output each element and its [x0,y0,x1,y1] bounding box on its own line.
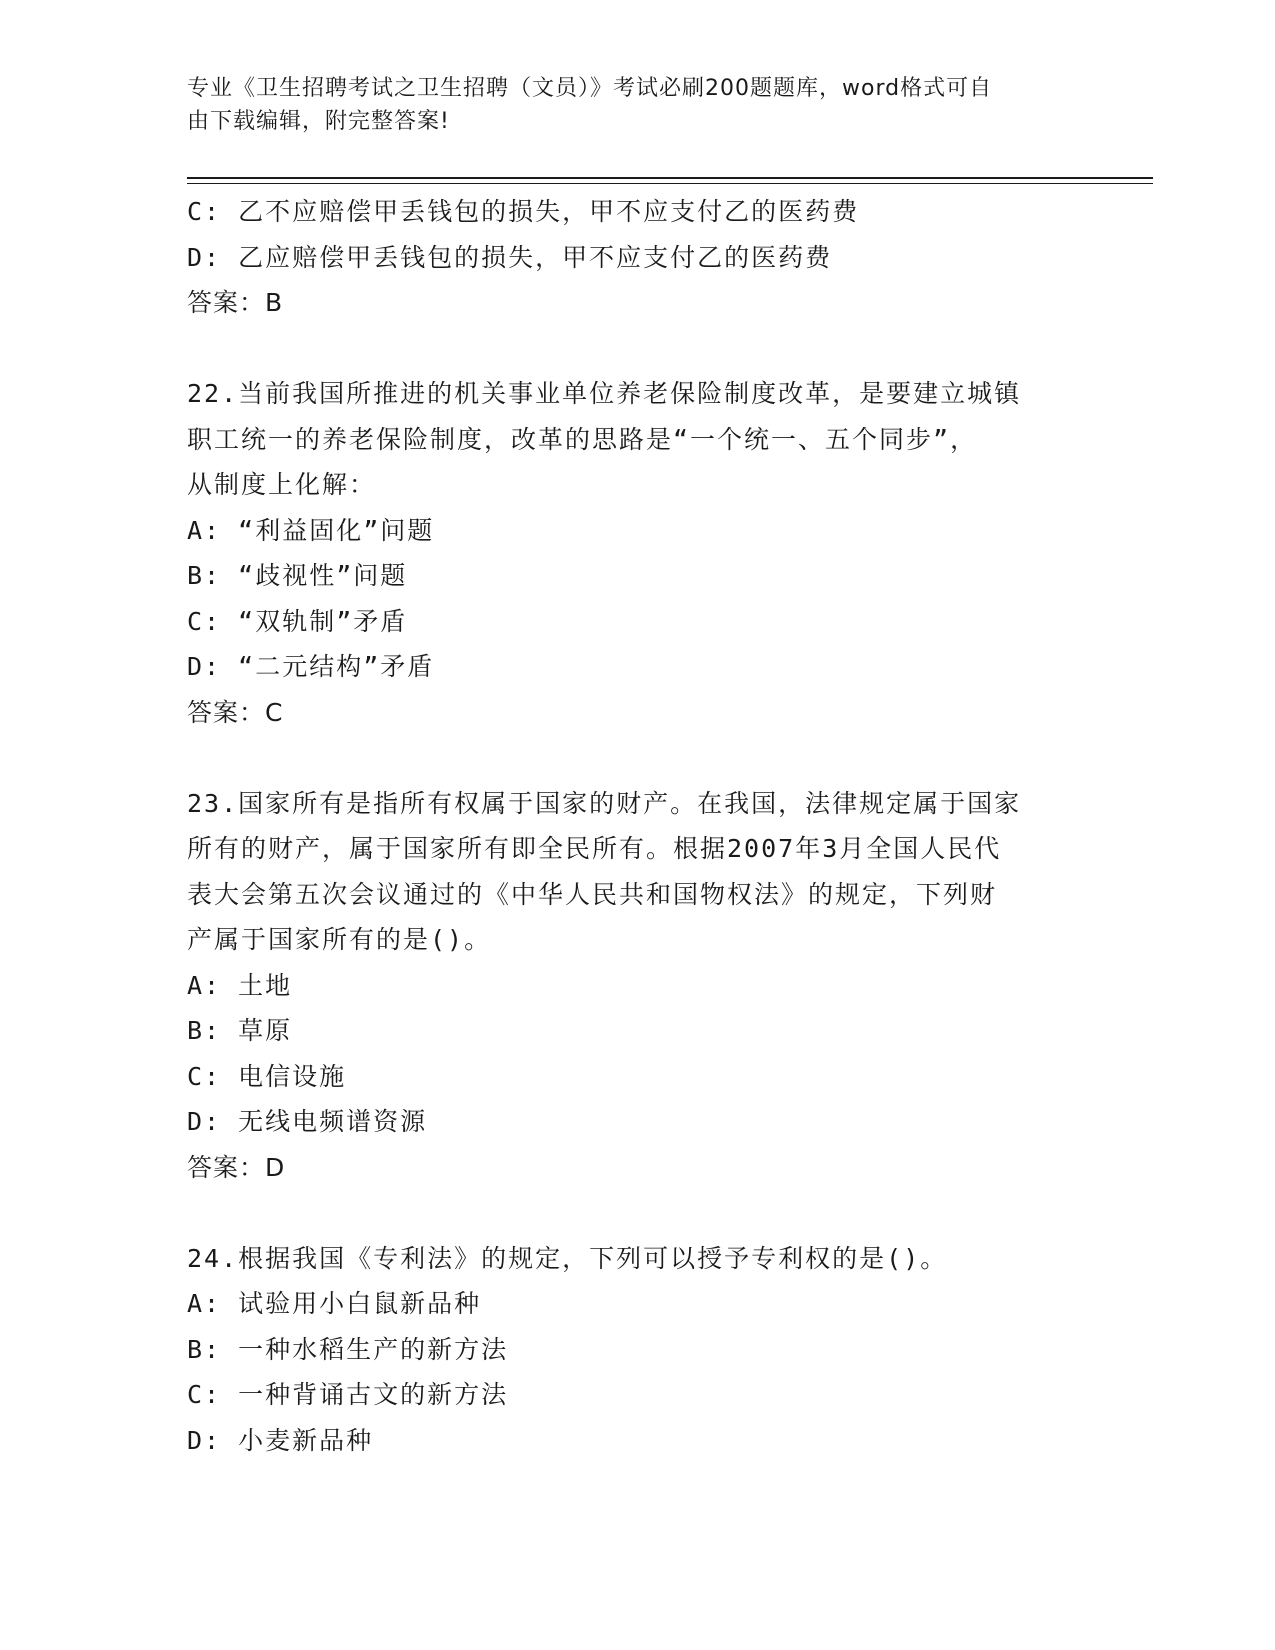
question-content [187,189,1087,1463]
question-text-line: 从制度上化解： [187,470,377,499]
prev-question-block [187,189,1087,326]
question-text-line: 产属于国家所有的是()。 [187,925,492,954]
question-text-line: 所有的财产，属于国家所有即全民所有。根据2007年3月全国人民代 [187,834,1002,863]
option-b: B: 一种水稻生产的新方法 [187,1334,509,1364]
header-line-2: 由下载编辑，附完整答案! [187,109,450,134]
question-23 [187,781,1087,1191]
option-letter: C: [187,197,222,226]
option-d [187,235,1087,281]
spacer [187,735,1087,781]
question-text-line: 22.当前我国所推进的机关事业单位养老保险制度改革，是要建立城镇 [187,379,1022,408]
option-letter: D: [187,242,222,272]
answer-line: 答案：C [187,697,284,727]
answer-line: 答案：B [187,288,284,317]
question-text-line: 职工统一的养老保险制度，改革的思路是“一个统一、五个同步”， [187,424,978,454]
question-text-line: 表大会第五次会议通过的《中华人民共和国物权法》的规定，下列财 [187,879,998,909]
option-c: C: 一种背诵古文的新方法 [187,1380,509,1409]
option-d: D: 无线电频谱资源 [187,1107,428,1136]
option-a: A: “利益固化”问题 [187,515,435,545]
question-24 [187,1236,1087,1464]
option-c [187,189,1087,235]
option-d: D: “二元结构”矛盾 [187,652,435,681]
option-b: B: 草原 [187,1016,293,1045]
option-d: D: 小麦新品种 [187,1425,374,1455]
question-text-line: 23.国家所有是指所有权属于国家的财产。在我国，法律规定属于国家 [187,788,1022,818]
option-a: A: 土地 [187,970,293,1000]
option-b: B: “歧视性”问题 [187,561,408,590]
option-text: 乙应赔偿甲丢钱包的损失，甲不应支付乙的医药费 [238,242,833,272]
spacer [187,1190,1087,1236]
option-c: C: 电信设施 [187,1061,347,1091]
question-text-line: 24.根据我国《专利法》的规定，下列可以授予专利权的是()。 [187,1243,948,1273]
page-header [187,72,1087,138]
header-line-1: 专业《卫生招聘考试之卫生招聘（文员）》考试必刷200题题库，word格式可自 [187,76,993,101]
option-a: A: 试验用小白鼠新品种 [187,1289,482,1318]
header-rule-thin [187,183,1153,184]
question-22 [187,371,1087,735]
option-text: 乙不应赔偿甲丢钱包的损失，甲不应支付乙的医药费 [238,197,860,226]
answer-line: 答案：D [187,1152,286,1182]
option-c: C: “双轨制”矛盾 [187,606,408,636]
header-rule-thick [187,177,1153,179]
spacer [187,326,1087,372]
